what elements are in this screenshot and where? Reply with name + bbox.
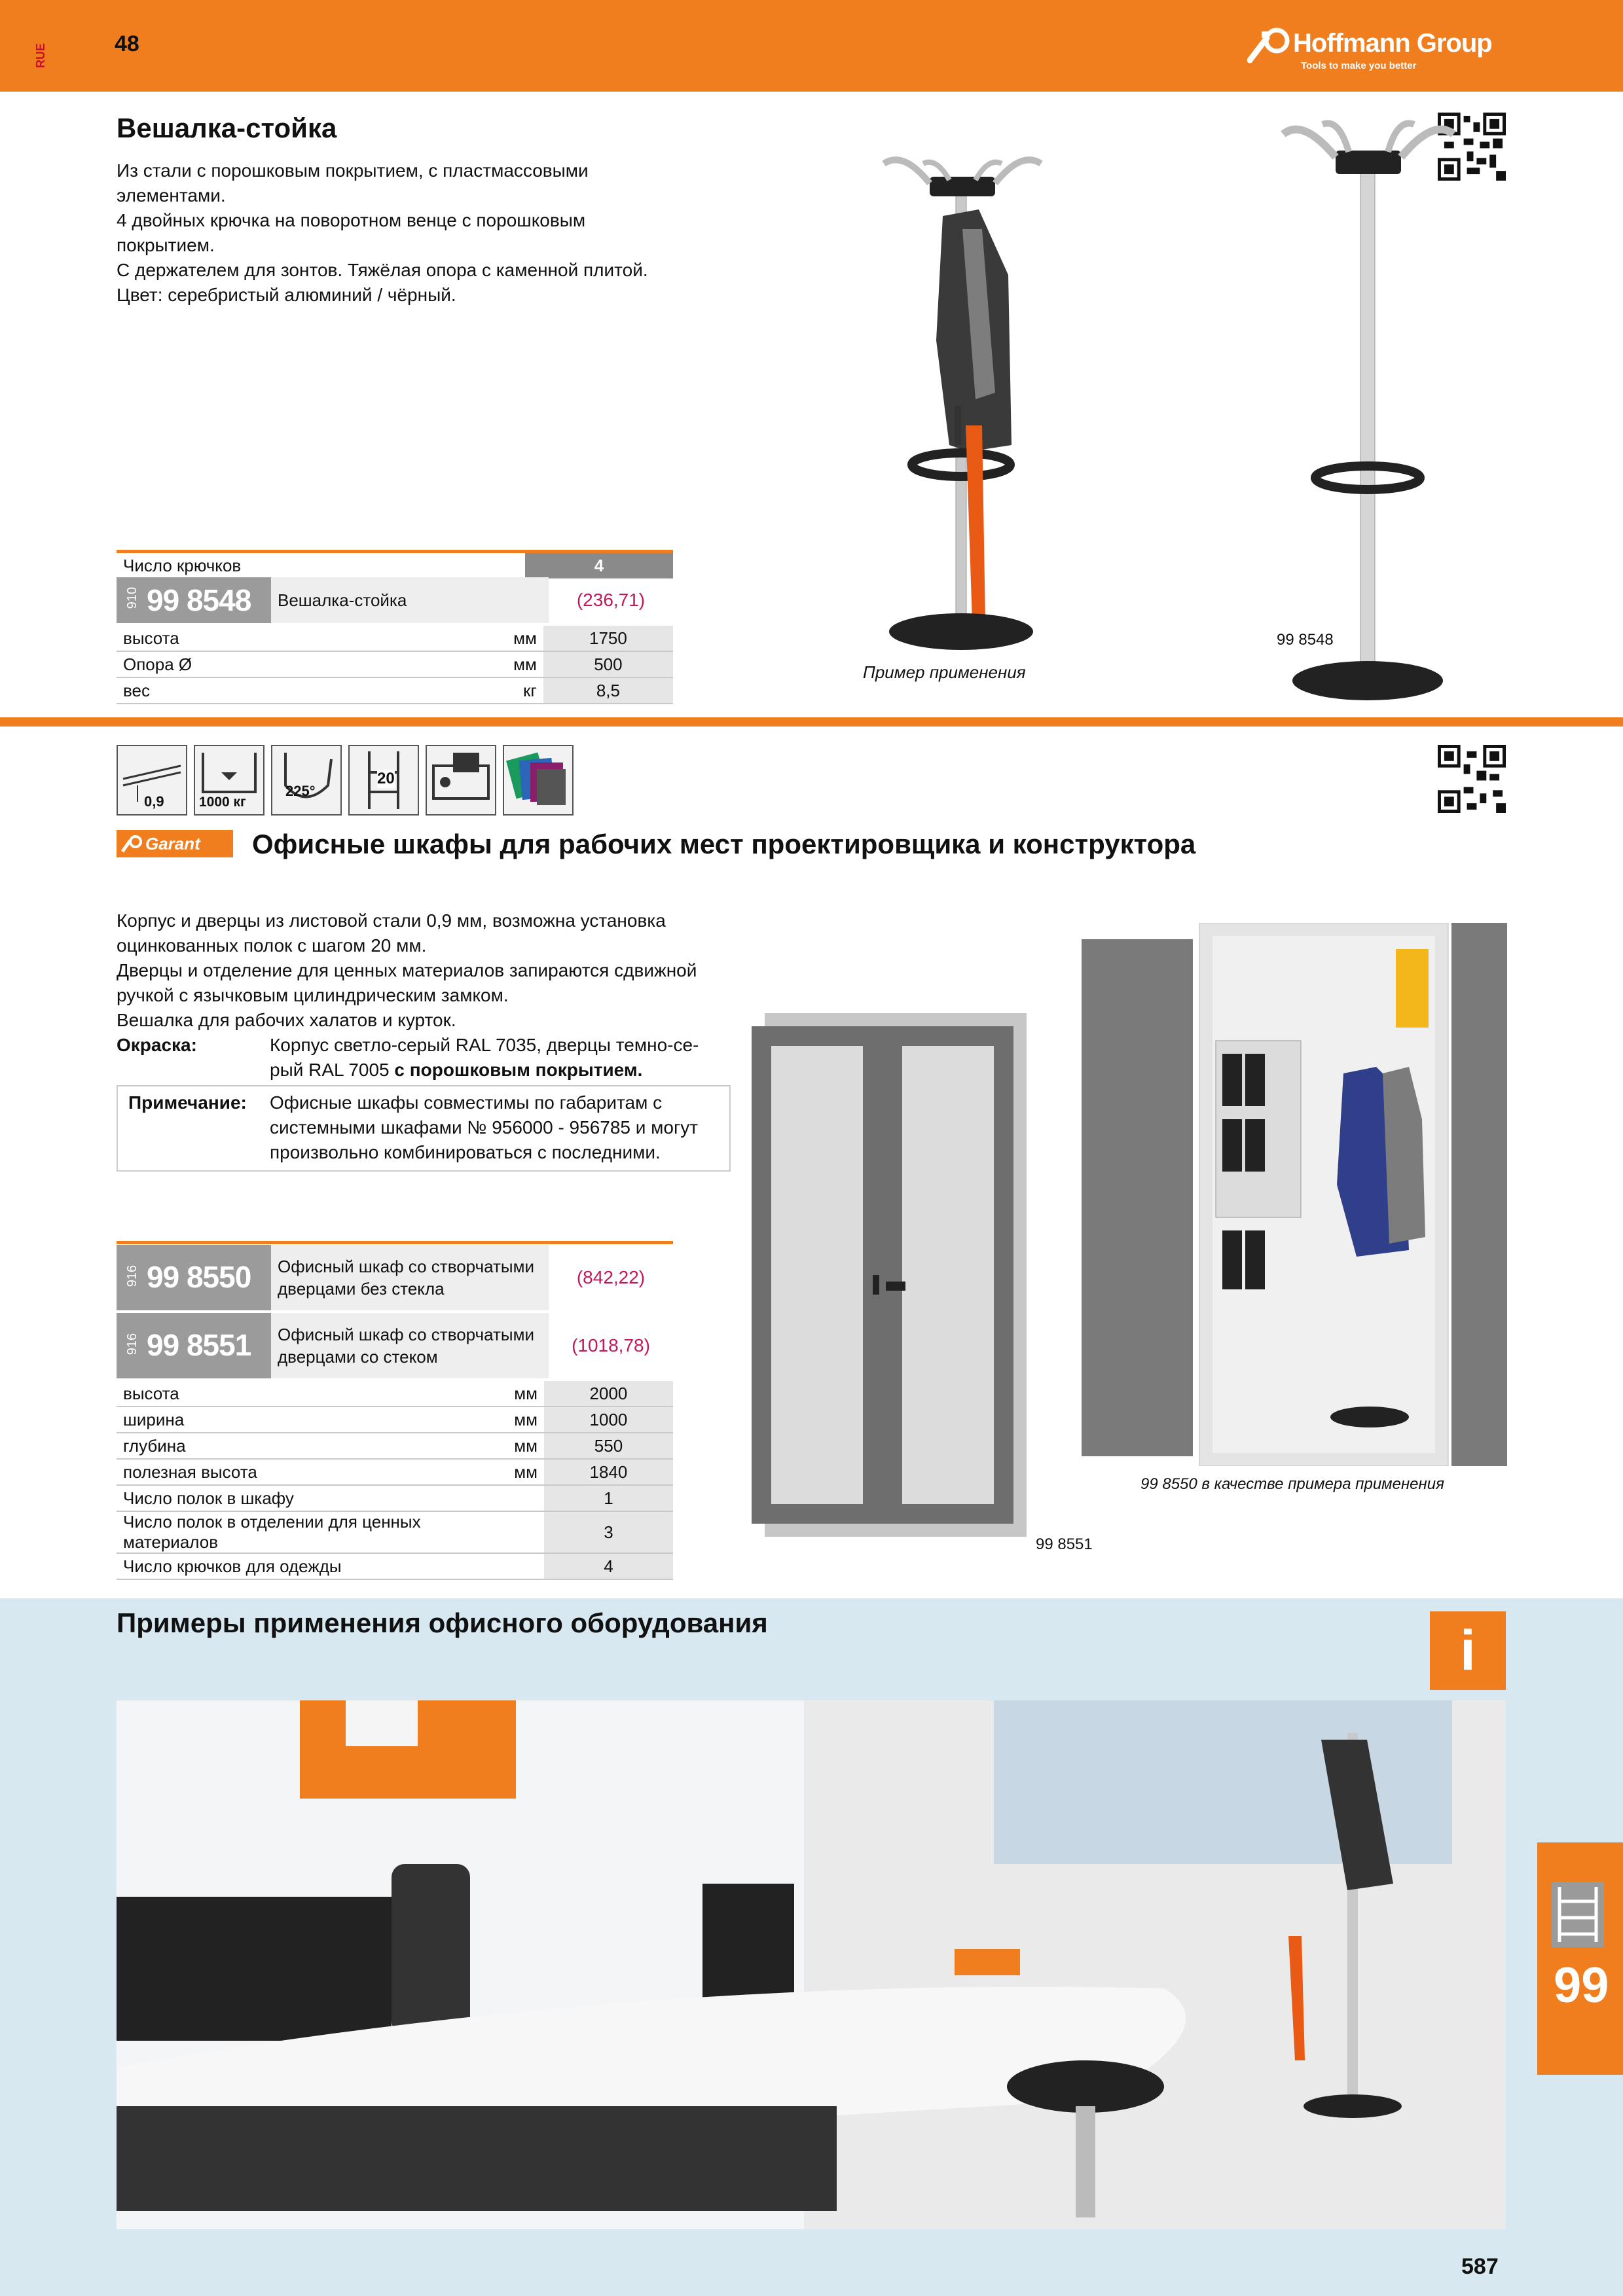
article-name-line: дверцами со стеком xyxy=(278,1347,438,1367)
description-line: 4 двойных крючка на поворотном венце с порошковым xyxy=(117,210,586,230)
application-title: Примеры применения офисного оборудования xyxy=(117,1607,768,1638)
coat-stand-description xyxy=(117,158,706,308)
table-row xyxy=(117,1511,673,1553)
row-value: 1750 xyxy=(543,626,673,651)
table-top-rule xyxy=(117,1241,673,1244)
table-row xyxy=(117,1381,673,1407)
qr-code-icon[interactable] xyxy=(1438,745,1506,813)
feature-icons xyxy=(117,745,575,817)
article-prefix: 916 xyxy=(125,1265,140,1287)
shelving-icon xyxy=(1552,1882,1604,1947)
hooks-count-label: Число крючков xyxy=(117,552,412,579)
row-unit: мм xyxy=(493,1433,544,1459)
table-row xyxy=(117,1485,673,1511)
article-number: 99 8551 xyxy=(147,1328,251,1362)
sheet-thickness-icon xyxy=(117,745,187,816)
row-label: глубина xyxy=(117,1433,493,1459)
description-line: Дверцы и отделение для ценных материалов запираются сдвижной xyxy=(117,960,697,980)
coat-stand-with-coat-image xyxy=(864,144,1061,661)
article-name-line: Офисный шкаф со створчатыми xyxy=(278,1257,534,1276)
coat-stand-title: Вешалка-стойка xyxy=(117,113,337,143)
hoffmann-logo-icon xyxy=(1247,26,1293,65)
article-name-cell xyxy=(271,577,549,623)
row-unit xyxy=(493,1485,544,1511)
garant-label: Garant xyxy=(145,834,200,853)
description-line: Вешалка для рабочих халатов и курток. xyxy=(117,1010,456,1030)
icon-label: 0,9 xyxy=(144,793,164,810)
row-label: вес xyxy=(117,677,492,704)
brand-tagline: Tools to make you better xyxy=(1301,60,1417,71)
article-name-line: Офисный шкаф со створчатыми xyxy=(278,1325,534,1344)
article-number-cell[interactable] xyxy=(117,1245,271,1310)
note-line: системными шкафами № 956000 - 956785 и могут xyxy=(270,1117,699,1138)
section-separator xyxy=(0,717,1623,726)
row-label: полезная высота xyxy=(117,1459,493,1485)
row-unit: мм xyxy=(492,626,543,651)
row-value: 2000 xyxy=(544,1381,673,1407)
row-value: 550 xyxy=(544,1433,673,1459)
article-name-cell xyxy=(271,1245,549,1310)
coat-stand-spec-table xyxy=(117,550,673,579)
article-price: (1018,78) xyxy=(572,1335,650,1355)
article-number-cell[interactable] xyxy=(117,1313,271,1378)
article-number: 99 8548 xyxy=(147,583,251,617)
paint-line: рый RAL 7005 xyxy=(270,1060,395,1080)
article-name-line: дверцами без стекла xyxy=(278,1279,445,1299)
cabinet-glass-doors-image xyxy=(745,1013,1033,1543)
row-value: 4 xyxy=(544,1553,673,1579)
product-caption: 99 8551 xyxy=(1036,1535,1093,1553)
row-label: Число полок в отделении для ценных материалов xyxy=(117,1511,493,1553)
row-value: 1840 xyxy=(544,1459,673,1485)
hooks-count-value: 4 xyxy=(525,552,673,579)
article-prefix: 910 xyxy=(125,586,140,609)
info-icon[interactable]: i xyxy=(1430,1611,1506,1690)
description-line: оцинкованных полок с шагом 20 мм. xyxy=(117,935,427,956)
coat-stand-image xyxy=(1277,111,1460,700)
coat-stand-dimensions-table xyxy=(117,626,673,704)
note-line: произвольно комбинироваться с последними. xyxy=(270,1142,661,1162)
row-unit xyxy=(493,1553,544,1579)
paint-label: Окраска: xyxy=(117,1035,197,1055)
brand-name: Hoffmann Group xyxy=(1293,29,1492,58)
cylinder-lock-icon xyxy=(426,745,496,816)
note-line: Офисные шкафы совместимы по габаритам с xyxy=(270,1092,663,1113)
description-line: ручкой с язычковым цилиндрическим замком. xyxy=(117,985,509,1005)
cabinet-spec-table xyxy=(117,1381,673,1580)
article-name: Вешалка-стойка xyxy=(278,590,407,610)
description-line: Цвет: серебристый алюминий / чёрный. xyxy=(117,285,456,305)
article-number: 99 8550 xyxy=(147,1260,251,1294)
section-tab[interactable] xyxy=(1537,1842,1623,2075)
table-row xyxy=(117,677,673,704)
cabinet-title: Офисные шкафы для рабочих мест проектировщика и конструктора xyxy=(252,829,1196,859)
office-application-photo xyxy=(117,1700,1506,2229)
description-line: покрытием. xyxy=(117,235,215,255)
color-swatches-icon xyxy=(503,745,574,816)
cabinet-open-image xyxy=(1082,923,1507,1466)
language-code: RUE xyxy=(34,43,47,68)
description-line: элементами. xyxy=(117,185,226,206)
table-row xyxy=(117,1407,673,1433)
description-line: Из стали с порошковым покрытием, с пластмассовыми xyxy=(117,160,589,181)
row-unit: мм xyxy=(492,651,543,677)
row-label: высота xyxy=(117,1381,493,1407)
section-number: 99 xyxy=(1554,1958,1609,2013)
chapter-number: 48 xyxy=(115,31,139,56)
row-unit: мм xyxy=(493,1459,544,1485)
load-capacity-icon xyxy=(194,745,264,816)
cabinet-description xyxy=(117,908,725,1033)
row-unit xyxy=(493,1511,544,1553)
row-label: высота xyxy=(117,626,492,651)
table-row xyxy=(117,626,673,651)
icon-label: 1000 кг xyxy=(199,795,246,810)
garant-badge xyxy=(117,830,233,857)
paint-text xyxy=(270,1033,728,1083)
article-number-cell[interactable] xyxy=(117,577,271,623)
article-name-cell xyxy=(271,1313,549,1378)
icon-label: 20 xyxy=(377,770,395,787)
row-value: 3 xyxy=(544,1511,673,1553)
paint-emphasis: с порошковым покрытием. xyxy=(394,1060,643,1080)
note-label: Примечание: xyxy=(128,1092,247,1113)
table-row xyxy=(117,1459,673,1485)
row-unit: кг xyxy=(492,677,543,704)
row-unit: мм xyxy=(493,1381,544,1407)
icon-label: 225° xyxy=(285,783,316,799)
note-text xyxy=(270,1090,721,1165)
usage-example-caption: 99 8550 в качестве примера применения xyxy=(1140,1475,1444,1493)
row-value: 8,5 xyxy=(543,677,673,704)
table-row xyxy=(117,1553,673,1579)
table-row xyxy=(117,1433,673,1459)
usage-example-caption: Пример применения xyxy=(863,662,1026,682)
hoffmann-logo xyxy=(1247,26,1509,79)
table-row xyxy=(117,651,673,677)
description-line: Корпус и дверцы из листовой стали 0,9 мм, возможна установка xyxy=(117,910,666,931)
row-label: ширина xyxy=(117,1407,493,1433)
row-value: 500 xyxy=(543,651,673,677)
page-number: 587 xyxy=(1461,2254,1499,2279)
door-opening-angle-icon xyxy=(271,745,342,816)
row-label: Опора Ø xyxy=(117,651,492,677)
row-label: Число крючков для одежды xyxy=(117,1553,493,1579)
shelf-pitch-icon xyxy=(348,745,419,816)
article-price: (236,71) xyxy=(576,590,646,610)
description-line: С держателем для зонтов. Тяжёлая опора с каменной плитой. xyxy=(117,260,648,280)
article-price: (842,22) xyxy=(576,1267,646,1287)
row-value: 1 xyxy=(544,1485,673,1511)
paint-line: Корпус светло-серый RAL 7035, дверцы темно-се- xyxy=(270,1035,699,1055)
row-value: 1000 xyxy=(544,1407,673,1433)
article-prefix: 916 xyxy=(125,1333,140,1355)
row-label: Число полок в шкафу xyxy=(117,1485,493,1511)
row-unit: мм xyxy=(493,1407,544,1433)
product-caption: 99 8548 xyxy=(1277,631,1334,649)
note-box xyxy=(117,1085,731,1172)
garant-logo-icon xyxy=(120,834,144,853)
